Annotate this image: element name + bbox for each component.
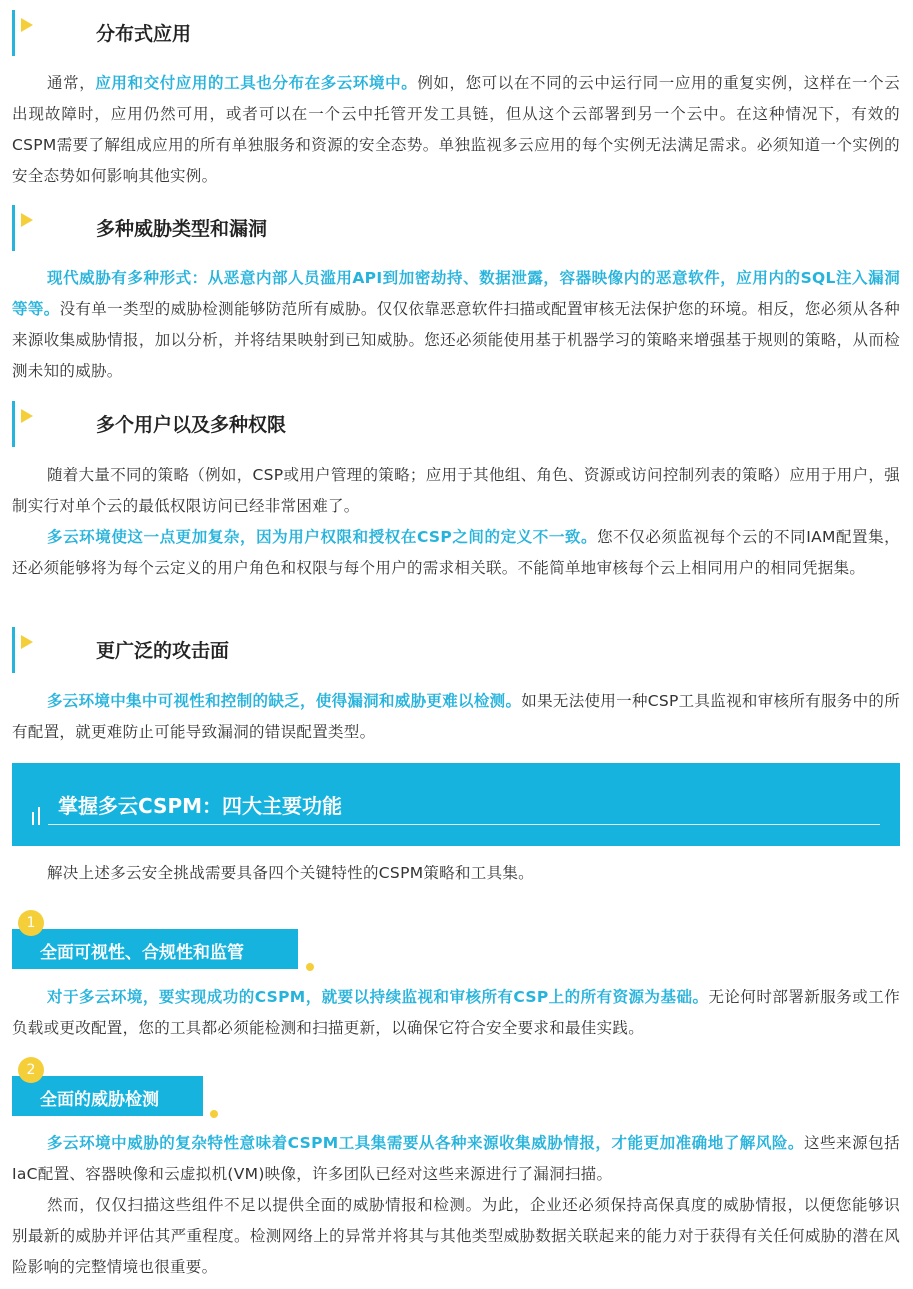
section-title: 多种威胁类型和漏洞 [96,218,268,240]
triangle-right-icon [21,213,33,227]
section-heading-threat-types [12,205,412,251]
paragraph [12,982,900,1044]
section-heading-users-permissions [12,401,412,447]
highlight-text: 多云环境使这一点更加复杂，因为用户权限和授权在CSP之间的定义不一致。 [47,528,598,546]
paragraph-text: 解决上述多云安全挑战需要具备四个关键特性的CSPM策略和工具集。 [47,864,534,882]
intro-paragraph [12,858,900,889]
section-title: 多个用户以及多种权限 [96,414,287,436]
paragraph [12,1128,900,1190]
number-circle-icon: 1 [18,910,44,936]
banner-accent [38,807,40,825]
feature-heading-2 [12,1062,203,1116]
section-title: 分布式应用 [96,23,192,45]
banner-title: 掌握多云CSPM：四大主要功能 [58,794,343,818]
highlight-text: 对于多云环境，要实现成功的CSPM，就要以持续监视和审核所有CSP上的所有资源为基础。 [47,988,709,1006]
feature-title: 全面可视性、合规性和监管 [40,943,244,963]
paragraph-text: 这些来源包括IaC配置、容器映像和云虚拟机(VM)映像，许多团队已经对这些来源进行了漏洞扫描。 [12,1134,900,1183]
paragraph-text: 您不仅必须监视每个云的不同IAM配置集，还必须能够将为每个云定义的用户角色和权限与每个用户的需求相关联。不能简单地审核每个云上相同用户的相同凭据集。 [12,528,900,577]
feature-heading-1 [12,915,298,969]
paragraph-text: 没有单一类型的威胁检测能够防范所有威胁。仅仅依靠恶意软件扫描或配置审核无法保护您的环境。相反，您必须从各种来源收集威胁情报，加以分析，并将结果映射到已知威胁。您还必须能使用基于机器学习的策略来增强基于规则的策略，从而检测未知的威胁。 [12,300,900,380]
paragraph-text: 随着大量不同的策略（例如，CSP或用户管理的策略；应用于其他组、角色、资源或访问控制列表的策略）应用于用户，强制实行对单个云的最低权限访问已经非常困难了。 [12,466,900,515]
section-heading-attack-surface [12,627,412,673]
banner [12,763,900,846]
triangle-right-icon [21,18,33,32]
dot-icon [210,1110,218,1118]
paragraph [12,263,900,387]
highlight-text: 多云环境中集中可视性和控制的缺乏，使得漏洞和威胁更难以检测。 [47,692,522,710]
section-title: 更广泛的攻击面 [96,640,230,662]
highlight-text: 多云环境中威胁的复杂特性意味着CSPM工具集需要从各种来源收集威胁情报，才能更加准确地了解风险。 [47,1134,804,1152]
highlight-text: 应用和交付应用的工具也分布在多云环境中。 [95,74,418,92]
number-circle-icon: 2 [18,1057,44,1083]
paragraph-text: 无论何时部署新服务或工作负载或更改配置，您的工具都必须能检测和扫描更新，以确保它符合安全要求和最佳实践。 [12,988,900,1037]
feature-title: 全面的威胁检测 [40,1090,159,1110]
section-bar [12,10,15,56]
paragraph-text: 通常， [47,74,96,92]
banner-underline [48,824,880,825]
paragraph-text: 然而，仅仅扫描这些组件不足以提供全面的威胁情报和检测。为此，企业还必须保持高保真度的威胁情报，以便您能够识别最新的威胁并评估其严重程度。检测网络上的异常并将其与其他类型威胁数据关联起来的能力对于获得有关任何威胁的潜在风险影响的完整情境也很重要。 [12,1196,900,1276]
paragraph-text: 如果无法使用一种CSP工具监视和审核所有服务中的所有配置，就更难防止可能导致漏洞的错误配置类型。 [12,692,900,741]
section-bar [12,627,15,673]
paragraph [12,1190,900,1283]
triangle-right-icon [21,409,33,423]
paragraph-text: 例如，您可以在不同的云中运行同一应用的重复实例，这样在一个云出现故障时，应用仍然可用，或者可以在一个云中托管开发工具链，但从这个云部署到另一个云中。在这种情况下，有效的CSPM需要了解组成应用的所有单独服务和资源的安全态势。单独监视多云应用的每个实例无法满足需求。必须知道一个实例的安全态势如何影响其他实例。 [12,74,900,185]
section-heading-distributed-apps [12,10,412,56]
banner-accent [32,812,34,825]
section-bar [12,205,15,251]
section-bar [12,401,15,447]
highlight-text: 现代威胁有多种形式：从恶意内部人员滥用API到加密劫持、数据泄露，容器映像内的恶意软件，应用内的SQL注入漏洞等等。 [12,269,900,318]
dot-icon [306,963,314,971]
paragraph [12,522,900,584]
paragraph [12,68,900,192]
triangle-right-icon [21,635,33,649]
paragraph [12,686,900,748]
paragraph [12,460,900,522]
